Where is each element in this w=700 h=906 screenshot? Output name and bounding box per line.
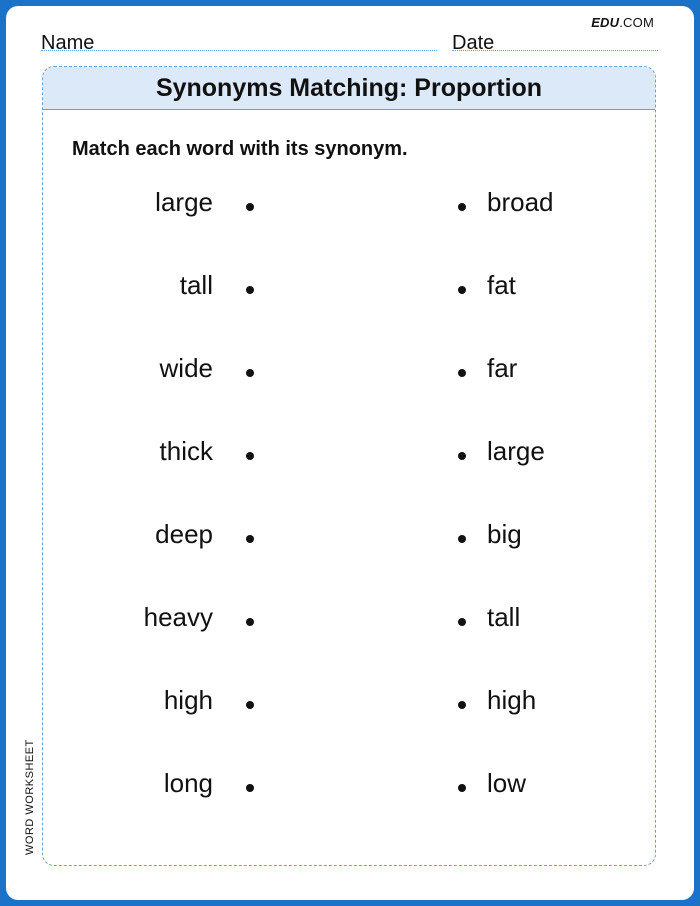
right-word: far [487, 353, 518, 383]
left-match-dot[interactable] [246, 369, 254, 377]
left-match-dot[interactable] [246, 784, 254, 792]
date-label: Date [452, 32, 495, 54]
right-match-dot[interactable] [458, 784, 466, 792]
brand-logo: EDU.COM [591, 15, 654, 30]
instruction-text: Match each word with its synonym. [72, 138, 408, 160]
right-word: big [487, 519, 522, 549]
side-label: WORD WORKSHEET [24, 739, 36, 855]
worksheet-title: Synonyms Matching: Proportion [155, 73, 543, 102]
match-row [6, 768, 700, 808]
right-match-dot[interactable] [458, 286, 466, 294]
worksheet-page [6, 6, 694, 900]
left-word: wide [159, 353, 213, 383]
left-match-dot[interactable] [246, 618, 254, 626]
left-match-dot[interactable] [246, 203, 254, 211]
left-word: heavy [143, 602, 213, 632]
right-word: tall [487, 602, 521, 632]
left-word: high [163, 685, 213, 715]
right-word: fat [487, 270, 516, 300]
right-word: low [487, 768, 527, 798]
match-row [6, 353, 700, 393]
match-row [6, 187, 700, 227]
right-match-dot[interactable] [458, 369, 466, 377]
match-row [6, 685, 700, 725]
left-word: thick [159, 436, 213, 466]
match-row [6, 602, 700, 642]
left-word: tall [179, 270, 213, 300]
match-row [6, 436, 700, 476]
left-match-dot[interactable] [246, 701, 254, 709]
left-match-dot[interactable] [246, 286, 254, 294]
right-match-dot[interactable] [458, 203, 466, 211]
left-word: deep [155, 519, 213, 549]
left-match-dot[interactable] [246, 452, 254, 460]
match-row [6, 519, 700, 559]
match-row [6, 270, 700, 310]
left-word: long [163, 768, 213, 798]
right-match-dot[interactable] [458, 618, 466, 626]
right-match-dot[interactable] [458, 535, 466, 543]
date-field[interactable] [452, 50, 658, 51]
right-word: high [487, 685, 537, 715]
title-band [43, 67, 655, 110]
left-word: large [155, 187, 213, 217]
right-match-dot[interactable] [458, 452, 466, 460]
name-field[interactable] [41, 50, 437, 51]
right-word: broad [487, 187, 554, 217]
name-label: Name [41, 32, 95, 54]
right-match-dot[interactable] [458, 701, 466, 709]
right-word: large [487, 436, 545, 466]
left-match-dot[interactable] [246, 535, 254, 543]
